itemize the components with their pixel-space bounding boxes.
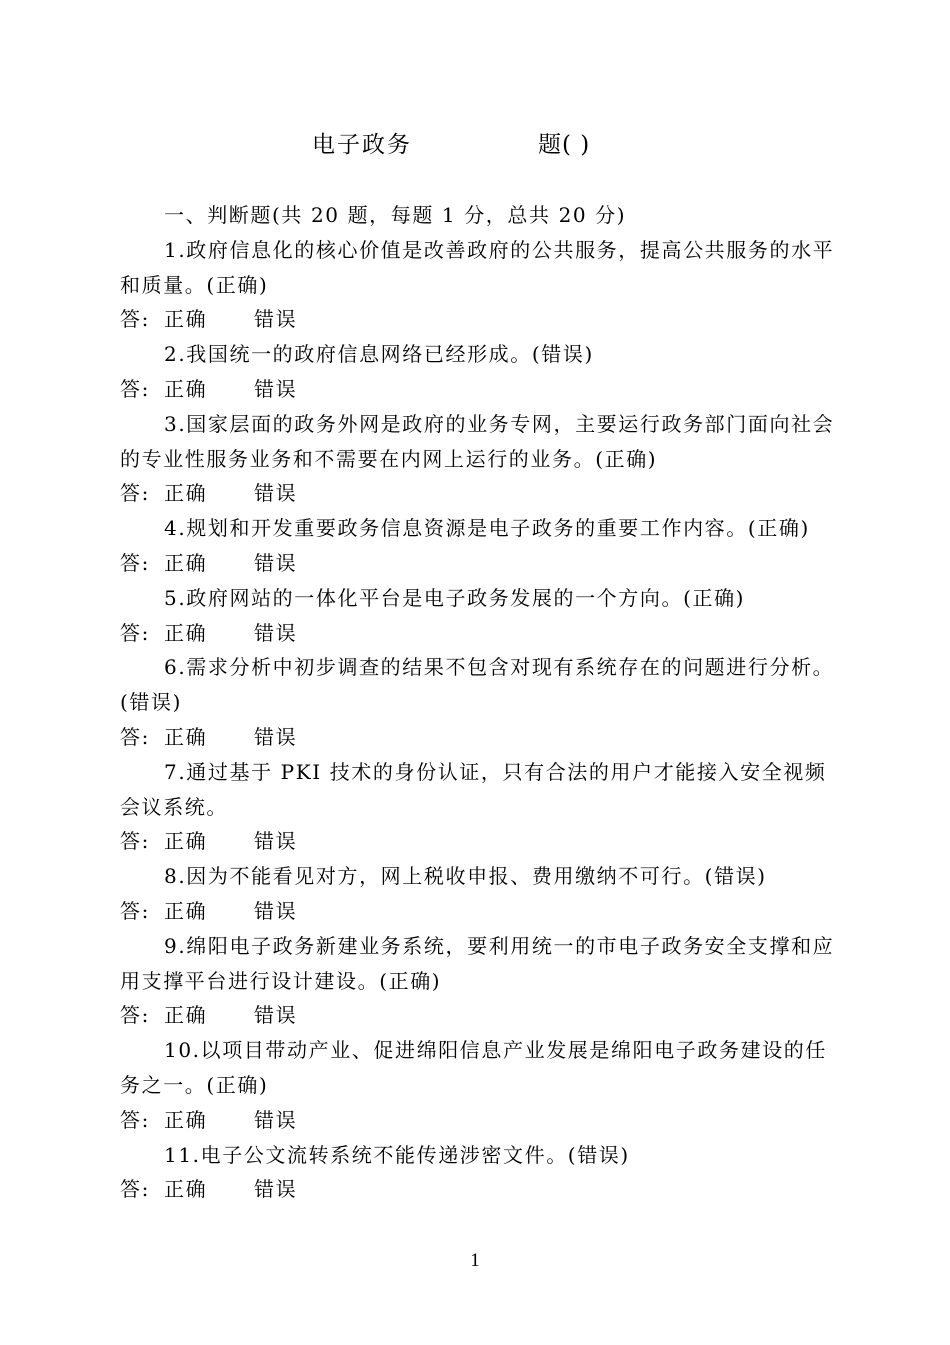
page-number: 1 [470, 1250, 480, 1271]
question-8: 8.因为不能看见对方，网上税收申报、费用缴纳不可行。(错误) [164, 864, 767, 889]
option-false: 错误 [254, 1107, 298, 1132]
question-10: 10.以项目带动产业、促进绵阳信息产业发展是绵阳电子政务建设的任务之一。(正确) [120, 1038, 828, 1097]
question-9: 9.绵阳电子政务新建业务系统，要利用统一的市电子政务安全支撑和应用支撑平台进行设计建设。(正确) [120, 933, 835, 993]
answer-row-7 [120, 824, 835, 859]
title-part-2: 题( ) [538, 132, 591, 158]
option-true: 正确 [164, 550, 208, 575]
answer-row-2 [120, 372, 835, 407]
answer-row-8 [120, 894, 835, 929]
answer-row-4 [120, 546, 835, 581]
option-true: 正确 [164, 829, 208, 854]
option-false: 错误 [254, 724, 298, 749]
document-title [0, 127, 950, 163]
option-false: 错误 [254, 550, 298, 575]
option-true: 正确 [164, 898, 208, 923]
option-false: 错误 [254, 829, 298, 854]
question-2: 2.我国统一的政府信息网络已经形成。(错误) [164, 342, 594, 367]
option-true: 正确 [164, 481, 208, 506]
answer-row-11 [120, 1172, 835, 1207]
answer-label: 答: [120, 307, 150, 332]
option-true: 正确 [164, 307, 208, 332]
answer-label: 答: [120, 1003, 150, 1028]
question-5: 5.政府网站的一体化平台是电子政务发展的一个方向。(正确) [164, 585, 746, 610]
option-false: 错误 [254, 307, 298, 332]
answer-row-5 [120, 616, 835, 651]
answer-label: 答: [120, 376, 150, 401]
option-true: 正确 [164, 724, 208, 749]
option-true: 正确 [164, 376, 208, 401]
option-true: 正确 [164, 620, 208, 645]
answer-label: 答: [120, 829, 150, 854]
option-false: 错误 [254, 620, 298, 645]
option-true: 正确 [164, 1107, 208, 1132]
section-heading: 一、判断题(共 20 题，每题 1 分，总共 20 分) [164, 203, 627, 227]
option-false: 错误 [254, 1177, 298, 1202]
answer-row-6 [120, 720, 835, 755]
answer-row-9 [120, 998, 835, 1033]
answer-label: 答: [120, 620, 150, 645]
answer-row-10 [120, 1103, 835, 1138]
document-body [120, 198, 835, 1207]
answer-label: 答: [120, 724, 150, 749]
question-list [120, 233, 835, 1207]
option-false: 错误 [254, 376, 298, 401]
answer-label: 答: [120, 1177, 150, 1202]
option-false: 错误 [254, 898, 298, 923]
question-11: 11.电子公文流转系统不能传递涉密文件。(错误) [164, 1142, 630, 1167]
question-4: 4.规划和开发重要政务信息资源是电子政务的重要工作内容。(正确) [164, 516, 810, 541]
question-7: 7.通过基于 PKI 技术的身份认证，只有合法的用户才能接入安全视频会议系统。 [120, 759, 827, 819]
question-6: 6.需求分析中初步调查的结果不包含对现有系统存在的问题进行分析。(错误) [120, 655, 835, 715]
title-part-1: 电子政务 [312, 132, 412, 158]
option-false: 错误 [254, 481, 298, 506]
question-3: 3.国家层面的政务外网是政府的业务专网，主要运行政务部门面向社会的专业性服务业务和不需要在内网上运行的业务。(正确) [120, 411, 835, 471]
answer-label: 答: [120, 1107, 150, 1132]
option-true: 正确 [164, 1003, 208, 1028]
answer-row-1 [120, 302, 835, 337]
answer-label: 答: [120, 898, 150, 923]
answer-row-3 [120, 476, 835, 511]
option-false: 错误 [254, 1003, 298, 1028]
answer-label: 答: [120, 481, 150, 506]
option-true: 正确 [164, 1177, 208, 1202]
answer-label: 答: [120, 550, 150, 575]
question-1: 1.政府信息化的核心价值是改善政府的公共服务，提高公共服务的水平和质量。(正确) [120, 237, 835, 297]
